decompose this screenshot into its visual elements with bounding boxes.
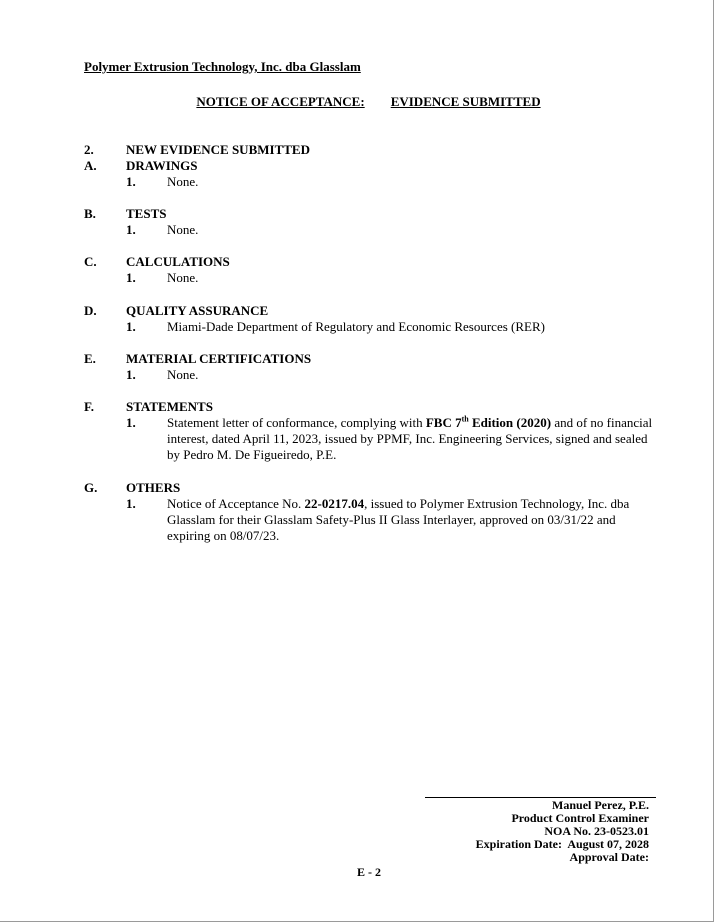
item-text: Miami-Dade Department of Regulatory and Economic Resources (RER) <box>167 319 545 334</box>
group-letter: C. <box>84 254 97 269</box>
statement-text-start: Statement letter of conformance, complying with <box>167 415 426 430</box>
item-number: 1. <box>126 270 136 285</box>
group-heading: CALCULATIONS <box>126 254 230 269</box>
group-heading: OTHERS <box>126 480 181 495</box>
group-letter: E. <box>84 351 96 366</box>
item-text: None. <box>167 174 199 189</box>
group-heading: TESTS <box>126 206 167 221</box>
item-text: None. <box>167 222 199 237</box>
group-letter: G. <box>84 480 98 495</box>
notice-number: 22-0217.04 <box>304 496 365 511</box>
code-ordinal: th <box>461 414 469 424</box>
item-text <box>167 496 657 544</box>
examiner-role: Product Control Examiner <box>511 811 649 825</box>
group-heading: QUALITY ASSURANCE <box>126 303 269 318</box>
notice-text-end: , issued to Polymer Extrusion Technology, Inc. dba Glasslam for their Glasslam Safety-Plus II Glass Interlayer, approved on 03/31/22 and expiring on 08/07/23. <box>167 496 630 543</box>
statement-text-end: and of no financial interest, dated April 11, 2023, issued by PPMF, Inc. Engineering Services, signed and sealed by Pedro M. De Figueiredo, P.E. <box>167 415 653 462</box>
code-edition: Edition (2020) <box>468 415 552 430</box>
noa-number: NOA No. 23-0523.01 <box>544 824 649 838</box>
company-name: Polymer Extrusion Technology, Inc. dba Glasslam <box>84 59 361 74</box>
item-number: 1. <box>126 367 136 382</box>
section-number: 2. <box>84 142 94 157</box>
item-number: 1. <box>126 222 136 237</box>
item-text <box>167 415 657 463</box>
group-letter: D. <box>84 303 97 318</box>
group-letter: B. <box>84 206 96 221</box>
approval-date: Approval Date: <box>569 850 649 864</box>
group-letter: F. <box>84 399 94 414</box>
item-number: 1. <box>126 174 136 189</box>
examiner-name: Manuel Perez, P.E. <box>552 798 649 812</box>
group-heading: STATEMENTS <box>126 399 213 414</box>
item-number: 1. <box>126 415 136 430</box>
item-text: None. <box>167 367 199 382</box>
section-title: NEW EVIDENCE SUBMITTED <box>126 142 310 157</box>
group-heading: DRAWINGS <box>126 158 198 173</box>
item-text: None. <box>167 270 199 285</box>
group-letter: A. <box>84 158 97 173</box>
code-reference: FBC 7 <box>425 415 462 430</box>
notice-text-start: Notice of Acceptance No. <box>167 496 305 511</box>
group-heading: MATERIAL CERTIFICATIONS <box>126 351 312 366</box>
title-right: EVIDENCE SUBMITTED <box>390 94 541 109</box>
item-number: 1. <box>126 319 136 334</box>
page-number: E - 2 <box>357 865 381 879</box>
item-number: 1. <box>126 496 136 511</box>
title-left: NOTICE OF ACCEPTANCE: <box>196 94 365 109</box>
page-title <box>0 94 715 110</box>
expiration-date: Expiration Date: August 07, 2028 <box>475 837 649 851</box>
